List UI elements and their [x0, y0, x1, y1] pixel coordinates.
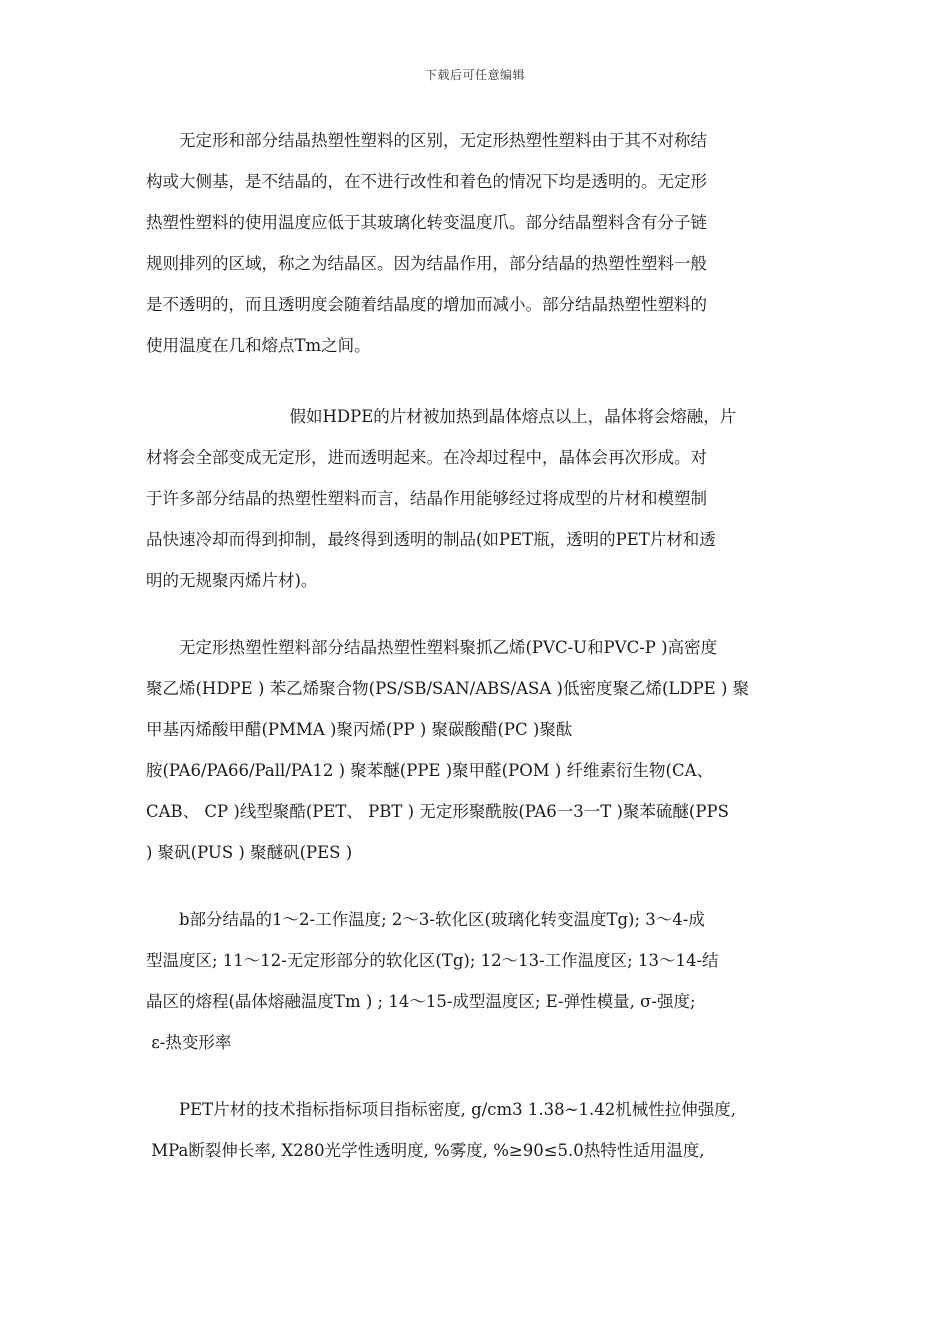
paragraph-amorphous-vs-crystalline: [146, 120, 810, 366]
text-line: 假如HDPE的片材被加热到晶体熔点以上，晶体将会熔融，片: [289, 407, 737, 426]
text-line: 是不透明的，而且透明度会随着结晶度的增加而减小。部分结晶热塑性塑料的: [146, 295, 707, 314]
text-line: 晶区的熔程(晶体熔融温度Tm ) ; 14～15-成型温度区; E-弹性模量, σ-强度;: [146, 992, 696, 1011]
text-line: 构或大侧基，是不结晶的，在不进行改性和着色的情况下均是透明的。无定形: [146, 172, 707, 191]
text-line: 规则排列的区域，称之为结晶区。因为结晶作用，部分结晶的热塑性塑料一般: [146, 254, 707, 273]
text-line: 使用温度在几和熔点Tm之间。: [146, 336, 371, 355]
text-line: 材将会全部变成无定形，进而透明起来。在冷却过程中，晶体会再次形成。对: [146, 448, 707, 467]
text-line: 甲基丙烯酸甲醋(PMMA )聚丙烯(PP ) 聚碳酸醋(PC )聚酞: [146, 720, 573, 739]
document-body: [146, 120, 810, 1171]
paragraph-pet-specs: [146, 1089, 810, 1171]
text-line: 热塑性塑料的使用温度应低于其玻璃化转变温度爪。部分结晶塑料含有分子链: [146, 213, 707, 232]
text-line: ε-热变形率: [146, 1033, 232, 1052]
text-line: 品快速冷却而得到抑制，最终得到透明的制品(如PET瓶，透明的PET片材和透: [146, 530, 716, 549]
text-line: 无定形热塑性塑料部分结晶热塑性塑料聚抓乙烯(PVC-U和PVC-P )高密度: [179, 638, 718, 657]
text-line: 型温度区; 11～12-无定形部分的软化区(Tg); 12～13-工作温度区; 13～14-结: [146, 951, 719, 970]
text-line: 聚乙烯(HDPE ) 苯乙烯聚合物(PS/SB/SAN/ABS/ASA )低密度聚乙烯(LDPE ) 聚: [146, 679, 750, 698]
page-header: 下载后可任意编辑: [424, 68, 525, 82]
text-line: MPa断裂伸长率, X280光学性透明度, %雾度, %≥90≤5.0热特性适用温度,: [146, 1141, 705, 1160]
text-line: 无定形和部分结晶热塑性塑料的区别，无定形热塑性塑料由于其不对称结: [179, 131, 707, 150]
text-line: 胺(PA6/PA66/Pall/PA12 ) 聚苯醚(PPE )聚甲醛(POM ) 纤维素衍生物(CA、: [146, 761, 714, 780]
paragraph-temperature-zones: [146, 899, 810, 1063]
paragraph-plastics-list: [146, 627, 810, 873]
text-line: ) 聚矾(PUS ) 聚醚矾(PES ): [146, 843, 353, 862]
text-line: CAB、 CP )线型聚酷(PET、 PBT ) 无定形聚酰胺(PA6一3一T )聚苯硫醚(PPS: [146, 802, 729, 821]
text-line: b部分结晶的1～2-工作温度; 2～3-软化区(玻璃化转变温度Tg); 3～4-成: [179, 910, 705, 929]
paragraph-hdpe-sheet: [146, 396, 810, 601]
text-line: 明的无规聚丙烯片材)。: [146, 571, 318, 590]
text-line: 于许多部分结晶的热塑性塑料而言，结晶作用能够经过将成型的片材和模塑制: [146, 489, 707, 508]
text-line: PET片材的技术指标指标项目指标密度, g/cm3 1.38~1.42机械性拉伸强度,: [179, 1100, 736, 1119]
